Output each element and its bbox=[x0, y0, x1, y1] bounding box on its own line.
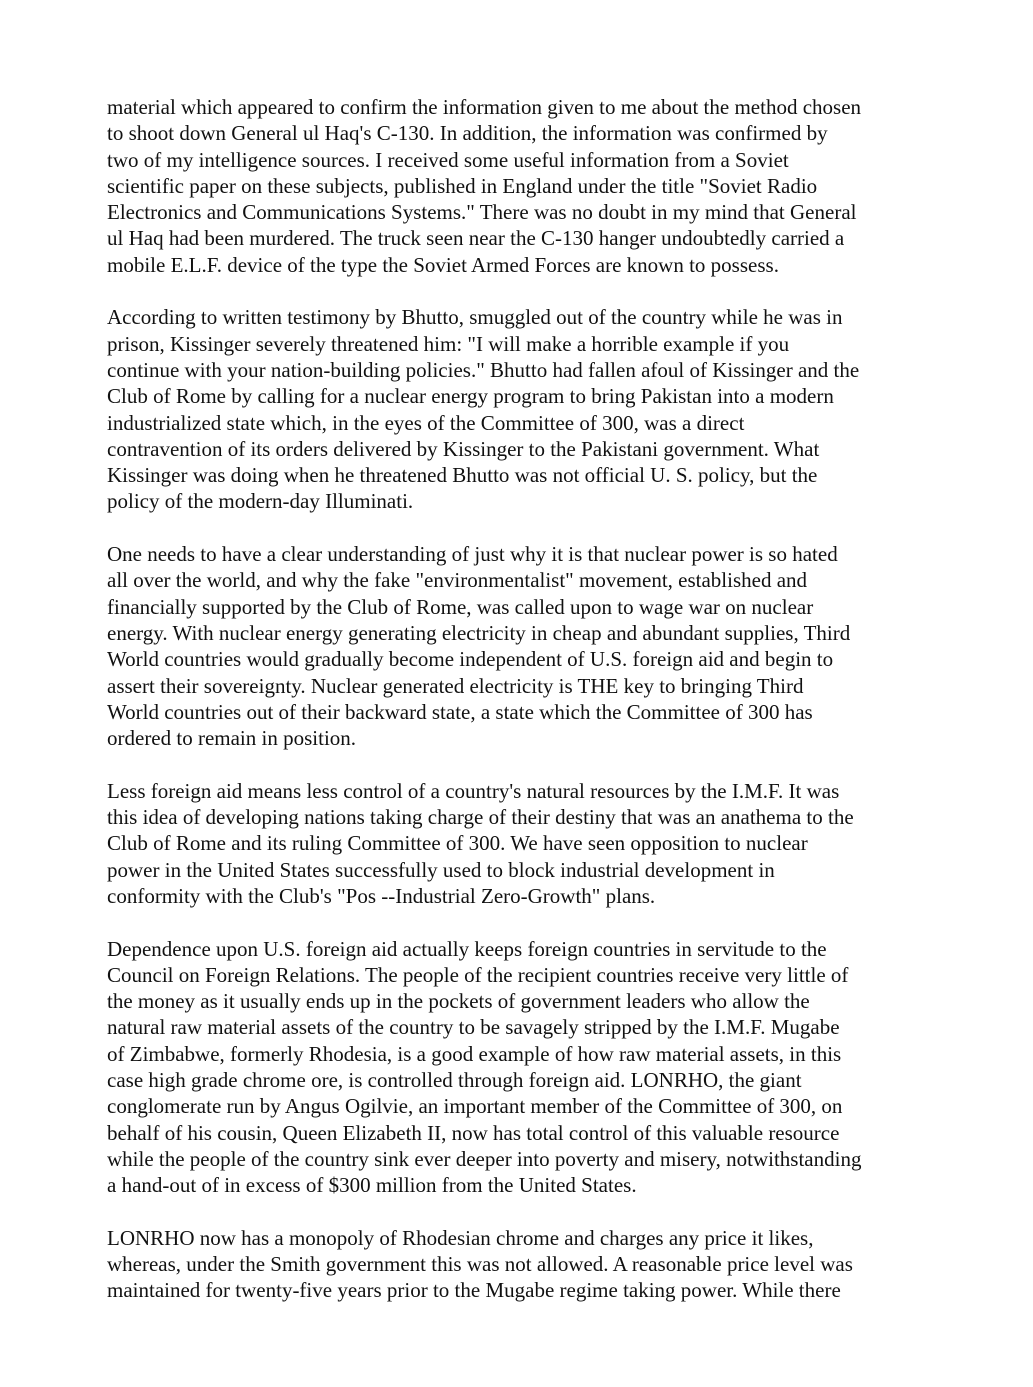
text-line: scientific paper on these subjects, published in England under the title "Soviet Radio bbox=[107, 173, 818, 198]
text-line: One needs to have a clear understanding of just why it is that nuclear power is so hated bbox=[107, 542, 838, 567]
text-line: power in the United States successfully used to block industrial development in bbox=[107, 857, 775, 882]
text-line: continue with your nation-building policies." Bhutto had fallen afoul of Kissinger and the bbox=[107, 357, 860, 382]
paragraph-2 bbox=[107, 304, 932, 514]
paragraph-4 bbox=[107, 778, 932, 909]
text-line: conglomerate run by Angus Ogilvie, an important member of the Committee of 300, on bbox=[107, 1094, 843, 1119]
paragraph-1 bbox=[107, 94, 932, 278]
text-line: Club of Rome and its ruling Committee of 300. We have seen opposition to nuclear bbox=[107, 831, 808, 856]
text-line: Less foreign aid means less control of a country's natural resources by the I.M.F. It was bbox=[107, 778, 840, 803]
text-line: Dependence upon U.S. foreign aid actually keeps foreign countries in servitude to the bbox=[107, 936, 827, 961]
paragraph-6 bbox=[107, 1225, 932, 1304]
text-line: material which appeared to confirm the information given to me about the method chosen bbox=[107, 95, 862, 119]
text-line: mobile E.L.F. device of the type the Soviet Armed Forces are known to possess. bbox=[107, 252, 779, 277]
text-line: ordered to remain in position. bbox=[107, 726, 357, 751]
text-line: policy of the modern-day Illuminati. bbox=[107, 489, 414, 514]
text-line: Club of Rome by calling for a nuclear energy program to bring Pakistan into a modern bbox=[107, 384, 834, 409]
text-line: a hand-out of in excess of $300 million from the United States. bbox=[107, 1173, 637, 1198]
text-line: assert their sovereignty. Nuclear generated electricity is THE key to bringing Third bbox=[107, 673, 804, 698]
text-line: Kissinger was doing when he threatened Bhutto was not official U. S. policy, but the bbox=[107, 463, 818, 488]
text-line: conformity with the Club's "Pos --Industrial Zero-Growth" plans. bbox=[107, 883, 656, 908]
text-line: maintained for twenty-five years prior to the Mugabe regime taking power. While there bbox=[107, 1278, 841, 1303]
text-line: contravention of its orders delivered by Kissinger to the Pakistani government. What bbox=[107, 436, 820, 461]
text-line: case high grade chrome ore, is controlled through foreign aid. LONRHO, the giant bbox=[107, 1067, 802, 1092]
text-line: to shoot down General ul Haq's C-130. In addition, the information was confirmed by bbox=[107, 121, 828, 146]
text-line: behalf of his cousin, Queen Elizabeth II, now has total control of this valuable resource bbox=[107, 1120, 840, 1145]
text-line: of Zimbabwe, formerly Rhodesia, is a good example of how raw material assets, in this bbox=[107, 1041, 842, 1066]
paragraph-3 bbox=[107, 541, 932, 751]
text-line: all over the world, and why the fake "environmentalist" movement, established and bbox=[107, 568, 808, 593]
text-line: Council on Foreign Relations. The people of the recipient countries receive very little of bbox=[107, 962, 849, 987]
text-line: whereas, under the Smith government this was not allowed. A reasonable price level was bbox=[107, 1252, 853, 1277]
text-line: World countries out of their backward state, a state which the Committee of 300 has bbox=[107, 699, 813, 724]
text-line: ul Haq had been murdered. The truck seen near the C-130 hanger undoubtedly carried a bbox=[107, 226, 845, 251]
text-line: energy. With nuclear energy generating electricity in cheap and abundant supplies, Third bbox=[107, 620, 851, 645]
text-line: prison, Kissinger severely threatened him: "I will make a horrible example if you bbox=[107, 331, 790, 356]
text-line: LONRHO now has a monopoly of Rhodesian chrome and charges any price it likes, bbox=[107, 1225, 814, 1250]
text-line: industrialized state which, in the eyes of the Committee of 300, was a direct bbox=[107, 410, 745, 435]
paragraph-5 bbox=[107, 936, 932, 1199]
text-line: According to written testimony by Bhutto, smuggled out of the country while he was in bbox=[107, 305, 843, 330]
text-line: while the people of the country sink ever deeper into poverty and misery, notwithstanding bbox=[107, 1146, 862, 1171]
text-line: World countries would gradually become independent of U.S. foreign aid and begin to bbox=[107, 647, 834, 672]
text-line: financially supported by the Club of Rome, was called upon to wage war on nuclear bbox=[107, 594, 814, 619]
document-page bbox=[107, 94, 932, 1330]
text-line: Electronics and Communications Systems." There was no doubt in my mind that General bbox=[107, 200, 857, 225]
text-line: the money as it usually ends up in the pockets of government leaders who allow the bbox=[107, 989, 810, 1014]
text-line: two of my intelligence sources. I received some useful information from a Soviet bbox=[107, 147, 789, 172]
text-line: this idea of developing nations taking charge of their destiny that was an anathema to the bbox=[107, 805, 854, 830]
text-line: natural raw material assets of the country to be savagely stripped by the I.M.F. Mugabe bbox=[107, 1015, 840, 1040]
